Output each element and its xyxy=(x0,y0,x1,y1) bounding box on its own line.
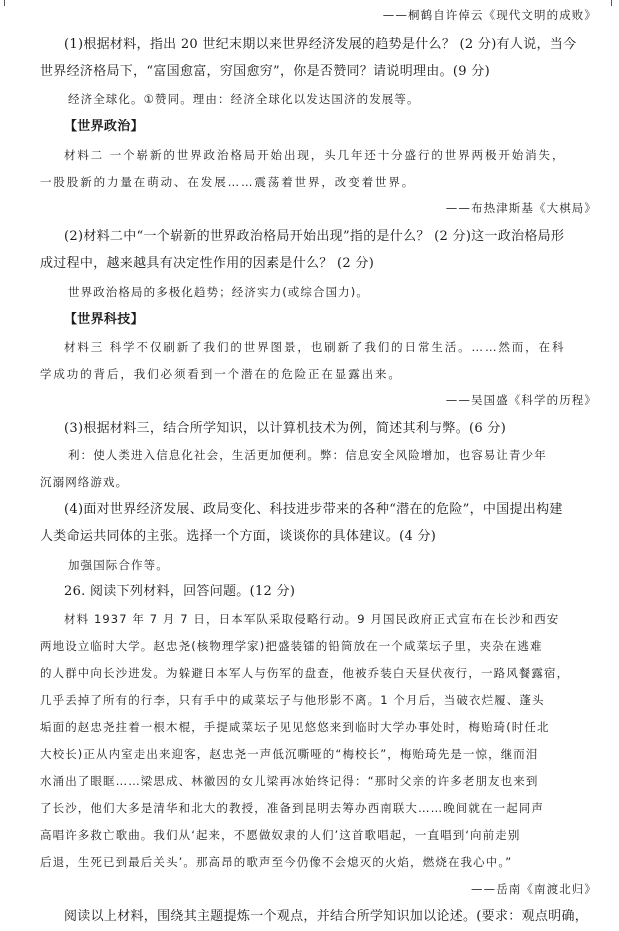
passage-line-6: 大校长)正从内室走出来迎客，赵忠尧一声低沉嘶哑的“梅校长”，梅贻琦先是一惊，继而泪 xyxy=(40,747,539,761)
material-3-line-2: 学成功的背后，我们必须看到一个潜在的危险正在显露出来。 xyxy=(40,367,402,381)
answer-2: 世界政治格局的多极化趋势；经济实力(或综合国力)。 xyxy=(68,285,369,299)
passage-line-9: 高唱许多救亡歌曲。我们从‘起来，不愿做奴隶的人们’这首歌唱起，一直唱到‘向前走别 xyxy=(40,828,521,842)
passage-line-2: 两地设立临时大学。赵忠尧(核物理学家)把盛装镭的铅筒放在一个咸菜坛子里，夹杂在逃难 xyxy=(40,639,543,653)
answer-4: 加强国际合作等。 xyxy=(68,558,169,572)
source-citation-4: ——岳南《南渡北归》 xyxy=(471,882,597,896)
question-4-line-1: (4)面对世界经济发展、政局变化、科技进步带来的各种“潜在的危险”，中国提出构建 xyxy=(64,502,563,517)
section-heading-politics: 【世界政治】 xyxy=(64,119,144,134)
answer-3-line-2: 沉溺网络游戏。 xyxy=(40,475,129,489)
source-citation-1: ——桐鹤自许倬云《现代文明的成败》 xyxy=(382,8,597,22)
answer-3-line-1: 利：使人类进入信息化社会，生活更加便利。弊：信息安全风险增加，也容易让青少年 xyxy=(68,448,547,462)
answer-1: 经济全球化。①赞同。理由：经济全球化以发达国济的发展等。 xyxy=(68,92,420,106)
material-2-line-2: 一股股新的力量在萌动、在发展……震荡着世界，改变着世界。 xyxy=(40,175,416,189)
question-4-line-2: 人类命运共同体的主张。选择一个方面，谈谈你的具体建议。(4 分) xyxy=(40,529,437,544)
passage-line-3: 的人群中向长沙进发。为躲避日本军人与伤军的盘查，他被乔装白天昼伏夜行，一路风餐露宿， xyxy=(40,666,570,680)
question-1-line-2: 世界经济格局下，“富国愈富，穷国愈穷”，你是否赞同？请说明理由。(9 分) xyxy=(40,64,490,79)
passage-line-8: 了长沙，他们大多是清华和北大的教授，准备到昆明去筹办西南联大……晚间就在一起同声 xyxy=(40,801,544,815)
section-heading-technology: 【世界科技】 xyxy=(64,312,144,327)
question-3: (3)根据材料三，结合所学知识，以计算机技术为例，简述其利与弊。(6 分) xyxy=(64,421,507,436)
passage-line-4: 几乎丢掉了所有的行李，只有手中的咸菜坛子与他形影不离。1 个月后，当破衣烂履、蓬头 xyxy=(40,693,545,707)
passage-line-1: 材料 1937 年 7 月 7 日，日本军队采取侵略行动。9 月国民政府正式宣布在长沙和西安 xyxy=(64,612,560,626)
source-citation-3: ——吴国盛《科学的历程》 xyxy=(445,393,597,407)
material-3-line-1: 材料三 科学不仅刷新了我们的世界图景，也刷新了我们的日常生活。……然而，在科 xyxy=(64,340,566,354)
question-2-line-1: (2)材料二中“一个崭新的世界政治格局开始出现”指的是什么？ (2 分)这一政治格局形 xyxy=(64,229,565,244)
final-instruction: 阅读以上材料，围绕其主题提炼一个观点，并结合所学知识加以论述。(要求：观点明确， xyxy=(64,909,589,924)
passage-line-7: 水涌出了眼眶……梁思成、林徽因的女儿梁再冰始终记得：“那时父亲的许多老朋友也来到 xyxy=(40,774,539,788)
material-2-line-1: 材料二 一个崭新的世界政治格局开始出现，头几年还十分盛行的世界两极开始消失， xyxy=(64,148,566,162)
question-26-heading: 26. 阅读下列材料，回答问题。(12 分) xyxy=(64,584,296,599)
passage-line-10: 后退，生死已到最后关头’。那高昂的歌声至今仍像不会熄灭的火焰，燃烧在我心中。” xyxy=(40,855,513,869)
question-1-line-1: (1)根据材料，指出 20 世纪末期以来世界经济发展的趋势是什么？ (2 分)有人说，当今 xyxy=(64,37,577,52)
passage-line-5: 垢面的赵忠尧拄着一根木棍，手提咸菜坛子见见悠悠来到临时大学办事处时，梅贻琦(时任北 xyxy=(40,720,550,734)
question-2-line-2: 成过程中，越来越具有决定性作用的因素是什么？ (2 分) xyxy=(40,256,375,271)
source-citation-2: ——布热津斯基《大棋局》 xyxy=(445,201,597,215)
